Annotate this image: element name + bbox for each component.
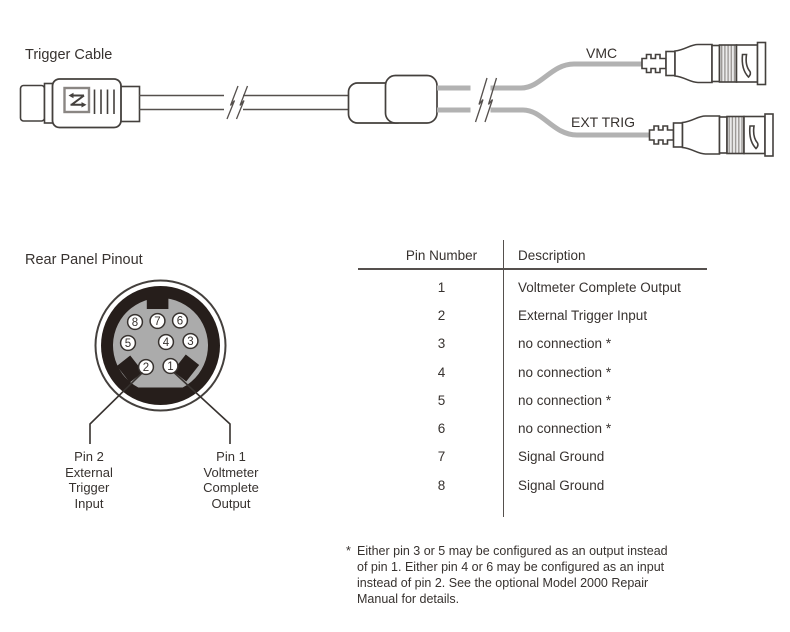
table-row bbox=[358, 330, 708, 358]
pin-number: 2 bbox=[142, 362, 150, 374]
footnote-line: Manual for details. bbox=[357, 591, 460, 606]
footnote-marker: * bbox=[346, 544, 351, 558]
pin-number: 6 bbox=[176, 315, 184, 328]
table-body bbox=[358, 273, 708, 499]
callout-line: Input bbox=[74, 495, 104, 511]
description-cell: no connection * bbox=[518, 336, 612, 352]
cable-break-icon bbox=[227, 86, 248, 119]
vmc-cable bbox=[437, 64, 642, 88]
pin-number: 7 bbox=[154, 316, 161, 328]
ext-trig-label: EXT TRIG bbox=[571, 114, 636, 130]
pin-cell: 4 bbox=[437, 364, 446, 380]
pin-number: 5 bbox=[124, 338, 132, 350]
main-cable bbox=[139, 96, 352, 110]
description-cell: Signal Ground bbox=[518, 477, 605, 493]
table-row bbox=[358, 386, 708, 414]
pin-cell: 5 bbox=[437, 392, 446, 408]
table-header-row bbox=[358, 240, 708, 269]
pin-cell: 1 bbox=[437, 279, 446, 295]
description-cell: no connection * bbox=[518, 392, 612, 408]
callout-line: Pin 1 bbox=[216, 449, 246, 464]
footnote-line: instead of pin 2. See the optional Model 2000 Repair bbox=[357, 575, 649, 590]
callout-line: Complete bbox=[203, 480, 259, 496]
pin-cell: 2 bbox=[437, 307, 446, 323]
callout-line: Voltmeter bbox=[203, 464, 259, 480]
pin-cell: 3 bbox=[437, 336, 446, 352]
din-strain-relief bbox=[121, 87, 140, 122]
din-connector bbox=[21, 79, 140, 128]
pin-number-header: Pin Number bbox=[405, 248, 478, 263]
bnc-connector-ext-trig bbox=[650, 114, 774, 156]
rear-panel-pinout-title: Rear Panel Pinout bbox=[25, 252, 143, 268]
table-row bbox=[358, 273, 708, 301]
din-barrel bbox=[21, 86, 45, 122]
table-row bbox=[358, 443, 708, 471]
y-junction bbox=[349, 76, 438, 124]
pin-number: 4 bbox=[162, 337, 170, 349]
callout-line: Trigger bbox=[68, 480, 110, 496]
pin-number: 3 bbox=[187, 336, 194, 348]
vmc-label: VMC bbox=[586, 45, 618, 61]
description-cell: no connection * bbox=[518, 421, 612, 437]
pin2-callout bbox=[48, 449, 130, 511]
description-cell: Voltmeter Complete Output bbox=[518, 279, 681, 295]
callout-line: Output bbox=[211, 495, 251, 511]
trigger-cable-label: Trigger Cable bbox=[25, 47, 113, 63]
table-row bbox=[358, 358, 708, 386]
bnc-connector-vmc bbox=[642, 43, 766, 85]
footnote-line: Either pin 3 or 5 may be configured as an output instead bbox=[357, 544, 668, 558]
pin-number: 8 bbox=[131, 317, 139, 329]
callout-line: External bbox=[65, 464, 113, 480]
description-header: Description bbox=[518, 248, 586, 263]
footnote-line: of pin 1. Either pin 4 or 6 may be configured as an input bbox=[357, 559, 665, 574]
footnote bbox=[346, 544, 726, 608]
pinout-graphic bbox=[90, 281, 230, 445]
pinout-keyway bbox=[147, 295, 169, 309]
description-cell: Signal Ground bbox=[518, 449, 605, 465]
pin-table bbox=[358, 240, 708, 269]
callout-line: Pin 2 bbox=[74, 449, 104, 464]
pin-number: 1 bbox=[167, 361, 174, 373]
table-row bbox=[358, 471, 708, 499]
pin-cell: 7 bbox=[437, 449, 446, 465]
table-row bbox=[358, 414, 708, 442]
pin1-callout bbox=[190, 449, 272, 511]
description-cell: External Trigger Input bbox=[518, 307, 648, 323]
pin-cell: 8 bbox=[437, 477, 446, 493]
cable-break-icon bbox=[476, 78, 497, 122]
footnote-lines bbox=[357, 544, 726, 608]
table-header-rule bbox=[358, 268, 707, 270]
table-row bbox=[358, 301, 708, 329]
description-cell: no connection * bbox=[518, 364, 612, 380]
pin-cell: 6 bbox=[437, 421, 446, 437]
